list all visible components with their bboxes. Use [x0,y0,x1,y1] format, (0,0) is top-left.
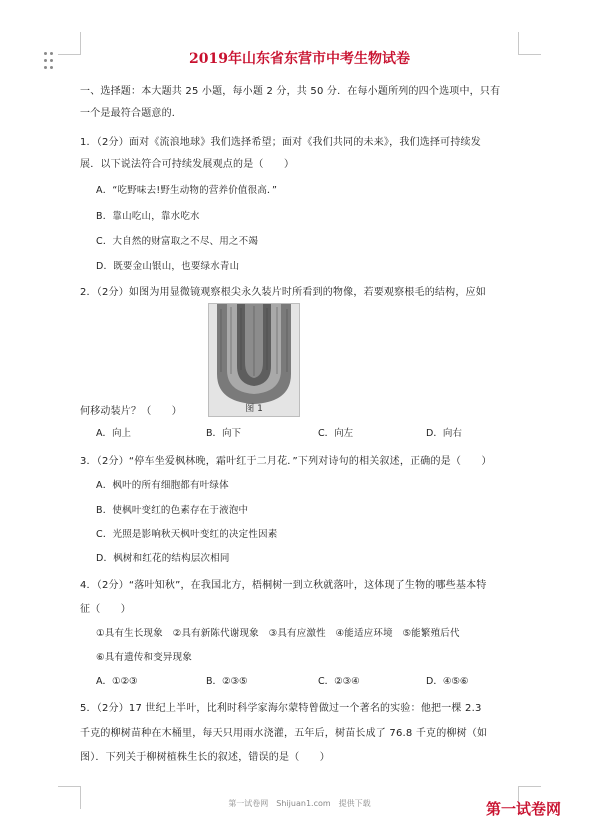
question-1-option-c: C．大自然的财富取之不尽、用之不竭 [96,236,259,247]
section-header-line: 一、选择题：本大题共 25 小题，每小题 2 分，共 50 分．在每小题所列的四个选项中，只有 [80,86,501,97]
watermark-brand: 第一试卷网 [486,800,562,818]
question-4-features: ①具有生长现象 ②具有新陈代谢现象 ③具有应激性 ④能适应环境 ⑤能繁殖后代 [96,628,460,639]
question-5-stem: 图）．下列关于柳树植株生长的叙述，错误的是（ ） [80,752,330,763]
question-4-features: ⑥具有遗传和变异现象 [96,652,193,663]
section-header-line: 一个是最符合题意的． [80,108,182,119]
question-3-option-b: B．使枫叶变红的色素存在于液泡中 [96,505,249,516]
question-3-option-a: A．枫叶的所有细胞都有叶绿体 [96,480,229,491]
question-4-option-a: A．①②③ [96,676,138,687]
figure-caption: 图 1 [245,404,263,414]
question-3-option-d: D．枫树和红花的结构层次相同 [96,553,230,564]
microscope-root-tip-figure [208,303,300,417]
question-3-stem: 3．（2分）“停车坐爱枫林晚，霜叶红于二月花．”下列对诗句的相关叙述，正确的是（ ） [80,456,492,467]
question-4-stem: 4．（2分）“落叶知秋”，在我国北方，梧桐树一到立秋就落叶，这体现了生物的哪些基本特 [80,580,487,591]
question-5-stem: 5．（2分）17 世纪上半叶，比利时科学家海尔蒙特曾做过一个著名的实验：他把一棵 2.3 [80,703,482,714]
question-1-option-a: A．“吃野味去!野生动物的营养价值很高．” [96,185,278,196]
question-1-option-d: D．既要金山银山，也要绿水青山 [96,261,240,272]
question-4-option-d: D．④⑤⑥ [426,676,469,687]
question-1-stem: 展．以下说法符合可持续发展观点的是（ ） [80,159,295,170]
question-2-option-a: A．向上 [96,428,131,439]
question-3-option-c: C．光照是影响秋天枫叶变红的决定性因素 [96,529,278,540]
question-1-stem: 1．（2分）面对《流浪地球》我们选择希望；面对《我们共同的未来》，我们选择可持续发 [80,137,481,148]
page-title: 2019年山东省东营市中考生物试卷 [189,51,410,67]
question-5-stem: 千克的柳树苗种在木桶里，每天只用雨水浇灌，五年后，树苗长成了 76.8 千克的柳树（如 [80,728,488,739]
question-4-option-b: B．②③⑤ [206,676,248,687]
question-2-stem: 何移动装片？（ ） [80,406,182,417]
question-4-option-c: C．②③④ [318,676,360,687]
question-2-option-b: B．向下 [206,428,242,439]
question-2-stem: 2．（2分）如图为用显微镜观察根尖永久装片时所看到的物像，若要观察根毛的结构，应如 [80,287,486,298]
question-2-option-d: D．向右 [426,428,462,439]
question-1-option-b: B．靠山吃山，靠水吃水 [96,211,200,222]
question-4-stem: 征（ ） [80,604,131,615]
root-tip-image [209,304,299,416]
page-footer: 第一试卷网 Shijuan1.com 提供下载 [228,799,371,808]
question-2-option-c: C．向左 [318,428,354,439]
